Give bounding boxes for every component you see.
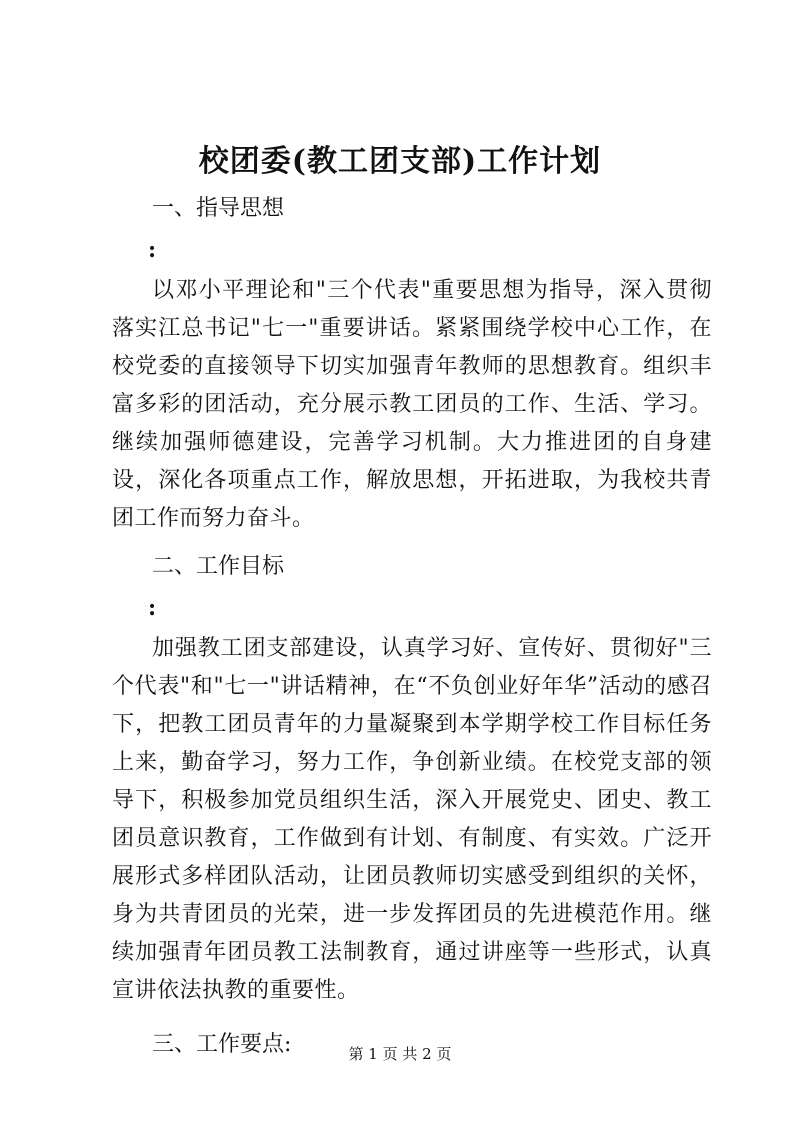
page-number-footer: 第 1 页 共 2 页 <box>348 1045 452 1063</box>
section-heading-guiding-ideology: 一、指导思想 <box>152 196 285 221</box>
section-colon: : <box>148 595 157 621</box>
section-paragraph-guiding-ideology: 以邓小平理论和"三个代表"重要思想为指导，深入贯彻落实江总书记"七一"重要讲话。紧紧围绕学校中心工作，在校党委的直接领导下切实加强青年教师的思想教育。组织丰富多彩的团活动，充分展示教工团员的工作、生活、学习。继续加强师德建设，完善学习机制。大力推进团的自身建设，深化各项重点工作，解放思想，开拓进取，为我校共青团工作而努力奋斗。 <box>112 278 712 531</box>
section-heading-work-points: 三、工作要点: <box>152 1032 292 1057</box>
document-title: 校团委(教工团支部)工作计划 <box>198 144 602 179</box>
section-paragraph-work-goals: 加强教工团支部建设，认真学习好、宣传好、贯彻好"三个代表"和"七一"讲话精神，在“不负创业好年华”活动的感召下，把教工团员青年的力量凝聚到本学期学校工作目标任务上来，勤奋学习，努力工作，争创新业绩。在校党支部的领导下，积极参加党员组织生活，深入开展党史、团史、教工团员意识教育，工作做到有计划、有制度、有实效。广泛开展形式多样团队活动，让团员教师切实感受到组织的关怀，身为共青团员的光荣，进一步发挥团员的先进模范作用。继续加强青年团员教工法制教育，通过讲座等一些形式，认真宣讲依法执教的重要性。 <box>112 636 712 1003</box>
section-colon: : <box>148 237 157 263</box>
document-body <box>112 190 712 1064</box>
section-heading-work-goals: 二、工作目标 <box>152 554 285 579</box>
